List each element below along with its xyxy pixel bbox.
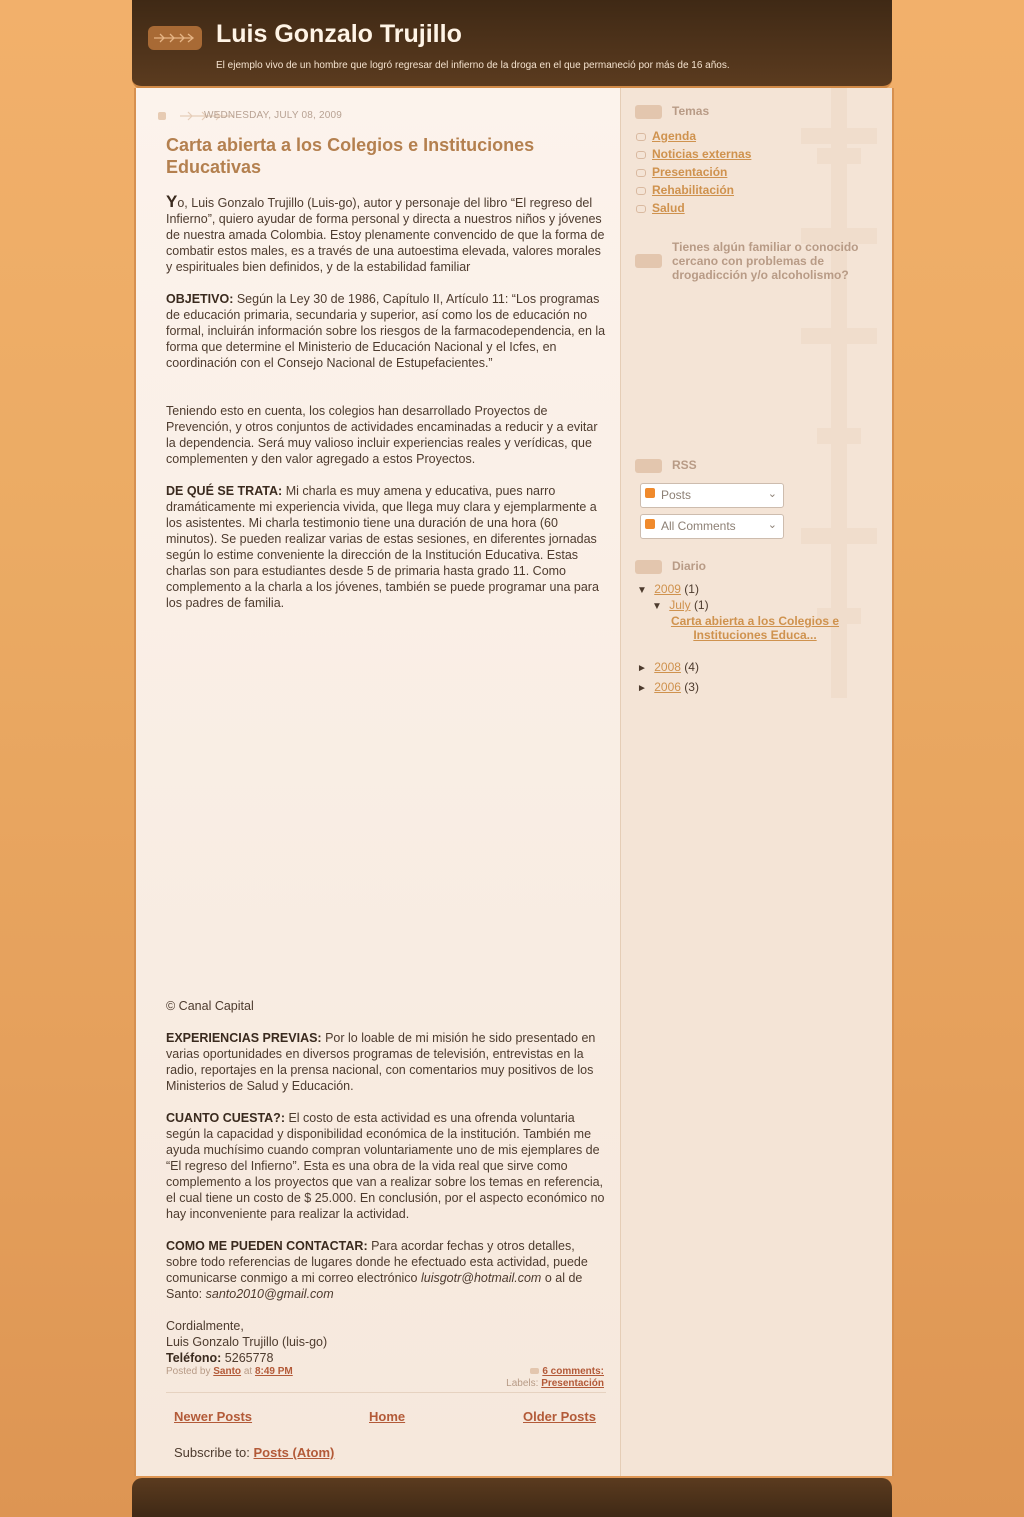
archive-2009-link[interactable]: 2009 — [654, 582, 681, 596]
sidebar-decoration — [801, 528, 877, 544]
post-date: WEDNESDAY, JULY 08, 2009 — [204, 110, 343, 121]
archive-july[interactable] — [652, 598, 709, 612]
poll-arrow-icon — [635, 254, 662, 268]
rss-arrow-icon — [635, 459, 662, 473]
sidebar-decoration — [847, 128, 877, 144]
post-time-link[interactable]: 8:49 PM — [254, 1366, 293, 1377]
sidebar-decoration — [831, 88, 847, 698]
blog-header — [132, 0, 892, 89]
posted-by-label: Posted by — [166, 1366, 211, 1377]
archive-july-link[interactable]: July — [669, 598, 691, 612]
contacto-email-2: santo2010@gmail.com — [205, 1287, 334, 1301]
blog-description: El ejemplo vivo de un hombre que logró regresar del infierno de la droga en el que permaneció por más de 16 años. — [216, 60, 730, 71]
chevron-down-icon: ⌄ — [767, 519, 777, 531]
rss-posts-dropdown[interactable] — [640, 483, 784, 508]
telefono-value: 5265778 — [221, 1351, 274, 1365]
rss-icon — [645, 488, 655, 498]
archive-2006-count: (3) — [684, 680, 699, 694]
older-posts-link[interactable]: Older Posts — [523, 1409, 596, 1424]
contacto-text: Para acordar fechas y otros detalles, sobre todo referencias de lugares donde he efectuado esta actividad, puede comunicarse conmigo a mi correo electrónico — [166, 1239, 588, 1285]
post-byline — [166, 1366, 293, 1377]
cuesta-text: El costo de esta actividad es una ofrenda voluntaria según la capacidad y disponibilidad económica de la institución. También me ayuda muchísimo cuando compran voluntariamente uno de mis ejemplares de “El regreso del Infierno”. Esta es una obra de la vida real que sirve como complemento a los proyectos que van a realizar sobre los temas en referencia, el cual tiene un costo de $ 25.000. En conclusión, por el aspecto económico no hay inconveniente para realizar la actividad. — [166, 1111, 605, 1221]
rss-posts-label: Posts — [661, 488, 692, 502]
main-column — [136, 88, 621, 1476]
chevron-down-icon: ⌄ — [767, 488, 777, 500]
bullet-icon — [636, 151, 646, 159]
closing: Cordialmente, — [166, 1319, 244, 1333]
at-label: at — [243, 1366, 253, 1377]
newer-posts-link[interactable]: Newer Posts — [174, 1409, 253, 1424]
contacto-mid: o al de Santo: — [166, 1271, 583, 1301]
archive-july-count: (1) — [693, 598, 709, 612]
post-title[interactable]: Carta abierta a los Colegios e Instituciones Educativas — [166, 135, 535, 177]
objetivo-text: Según la Ley 30 de 1986, Capítulo II, Artículo 11: “Los programas de educación primaria, secundaria y superior, así como los de educación no formal, incluirán información sobre los riesgos de la farmacodependencia, en la forma que determine el Ministerio de Educación Nacional y el Icfes, en coordinación con el Consejo Nacional de Estupefacientes.” — [166, 292, 606, 370]
archive-2006[interactable] — [637, 680, 699, 694]
arrow-logo-icon — [148, 26, 202, 50]
toggle-collapsed-icon[interactable]: ► — [637, 663, 647, 674]
subscribe-label: Subscribe to: — [174, 1445, 250, 1460]
toggle-expanded-icon[interactable]: ▼ — [652, 601, 662, 612]
experiencias-label: EXPERIENCIAS PREVIAS: — [166, 1031, 322, 1045]
tema-link-rehabilitacion[interactable]: Rehabilitación — [652, 183, 735, 197]
temas-arrow-icon — [635, 105, 662, 119]
rss-comments-label: All Comments — [661, 519, 736, 533]
experiencias-paragraph — [166, 1030, 606, 1094]
contacto-label: COMO ME PUEDEN CONTACTAR: — [166, 1239, 368, 1253]
toggle-expanded-icon[interactable]: ▼ — [637, 585, 647, 596]
bullet-icon — [636, 187, 646, 195]
intro-text: o, Luis Gonzalo Trujillo (Luis-go), autor y personaje del libro “El regreso del Infierno”, quiero ayudar de forma personal y directa a nuestros niños y jóvenes de nuestra amada Colombia. Estoy plenamente convencido de que la forma de combatir estos males, es a través de una autoestima elevada, valores morales y espirituales bien definidos, y de la estabilidad familiar — [166, 196, 605, 274]
rss-icon — [645, 519, 655, 529]
tema-link-noticias[interactable]: Noticias externas — [652, 147, 752, 161]
author-link[interactable]: Santo — [213, 1366, 242, 1377]
blog-title[interactable]: Luis Gonzalo Trujillo — [216, 20, 462, 48]
archive-2008[interactable] — [637, 660, 699, 674]
toggle-collapsed-icon[interactable]: ► — [637, 683, 647, 694]
blog-footer — [132, 1478, 892, 1517]
telefono-label: Teléfono: — [166, 1351, 222, 1365]
bullet-icon — [636, 205, 646, 213]
objetivo-paragraph — [166, 291, 606, 371]
diario-heading: Diario — [672, 559, 707, 573]
rss-heading: RSS — [672, 458, 697, 472]
comments-link[interactable]: 6 comments: — [542, 1366, 604, 1377]
trata-text: Mi charla es muy amena y educativa, pues narro dramáticamente mi experiencia vivida, que llega muy clara y ejemplarmente a los asistentes. Mi charla testimonio tiene una duración de una hora (60 minutos). Se pueden realizar varias de estas sesiones, en diferentes jornadas según lo estime conveniente la dirección de la Institución Educativa. Estas charlas son para estudiantes desde 5 de primaria hasta grado 11. Como complemento a la charla a los jóvenes, también se puede programar una para los padres de familia. — [166, 484, 599, 610]
date-bullet-icon — [158, 112, 166, 120]
experiencias-text: Por lo loable de mi misión he sido presentado en varias oportunidades en diversos programas de televisión, entrevistas en la radio, reportajes en la prensa nacional, con comentarios muy positivos de los Ministerios de Salud y Educación. — [166, 1031, 596, 1093]
cuesta-paragraph — [166, 1110, 606, 1222]
content-wrapper — [134, 88, 894, 1476]
post-labels — [506, 1378, 604, 1389]
home-link[interactable]: Home — [369, 1409, 406, 1424]
labels-label: Labels: — [506, 1378, 539, 1389]
bullet-icon — [636, 169, 646, 177]
post-intro — [166, 194, 606, 275]
comment-icon — [530, 1368, 539, 1374]
archive-2006-link[interactable]: 2006 — [654, 680, 681, 694]
drop-cap: Y — [166, 192, 178, 211]
telefono — [166, 1350, 606, 1366]
sidebar-decoration — [817, 148, 861, 164]
comments-area — [530, 1366, 604, 1377]
contacto-paragraph — [166, 1238, 606, 1302]
video-credit: © Canal Capital — [166, 999, 254, 1013]
tema-link-agenda[interactable]: Agenda — [652, 129, 697, 143]
trata-label: DE QUÉ SE TRATA: — [166, 484, 283, 498]
subscribe-line — [174, 1445, 334, 1460]
diario-arrow-icon — [635, 560, 662, 574]
signature: Luis Gonzalo Trujillo (luis-go) — [166, 1335, 328, 1349]
bullet-icon — [636, 133, 646, 141]
contacto-email-1: luisgotr@hotmail.com — [420, 1271, 542, 1285]
tema-link-presentacion[interactable]: Presentación — [652, 165, 728, 179]
archive-2009-count: (1) — [684, 582, 699, 596]
rss-comments-dropdown[interactable] — [640, 514, 784, 539]
poll-heading: Tienes algún familiar o conocido cercano con problemas de drogadicción y/o alcoholismo? — [672, 240, 859, 282]
cuesta-label: CUANTO CUESTA?: — [166, 1111, 285, 1125]
sidebar-decoration — [817, 428, 861, 444]
archive-2008-count: (4) — [684, 660, 699, 674]
archive-2009[interactable] — [637, 582, 699, 596]
temas-heading: Temas — [672, 104, 710, 118]
sidebar — [621, 88, 892, 1476]
trata-paragraph — [166, 483, 606, 611]
teniendo-paragraph: Teniendo esto en cuenta, los colegios han desarrollado Proyectos de Prevención, y otros conjuntos de actividades encaminadas a reducir y a evitar la dependencia. Será muy valioso incluir experiencias reales y verídicas, que complementen y den valor agregado a estos Proyectos. — [166, 404, 598, 466]
label-link[interactable]: Presentación — [541, 1378, 604, 1389]
objetivo-label: OBJETIVO: — [166, 292, 234, 306]
sidebar-decoration — [801, 328, 877, 344]
archive-post-link[interactable]: Carta abierta a los Colegios e Instituciones Educa... — [670, 614, 840, 642]
sidebar-decoration — [801, 128, 831, 144]
archive-2008-link[interactable]: 2008 — [654, 660, 681, 674]
tema-link-salud[interactable]: Salud — [652, 201, 685, 215]
subscribe-link[interactable]: Posts (Atom) — [253, 1445, 335, 1460]
post-divider — [166, 1392, 606, 1393]
